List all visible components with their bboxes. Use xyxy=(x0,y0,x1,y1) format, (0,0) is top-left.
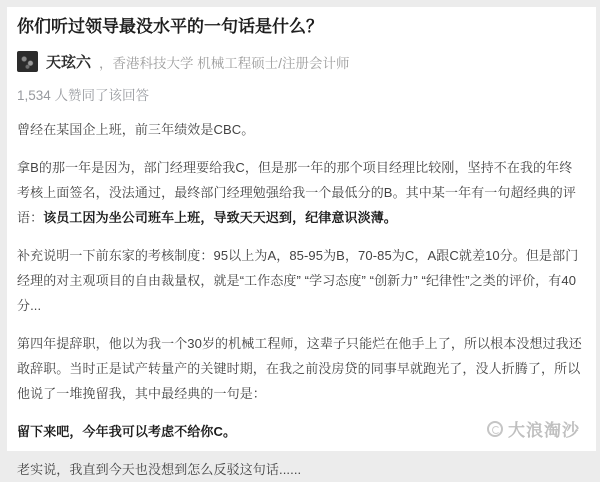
watermark xyxy=(487,416,580,441)
paragraph-text: 补充说明一下前东家的考核制度：95以上为A，85-95为B，70-85为C，A跟C就差10分。但是部门经理的对主观项目的自由裁量权，就是“工作态度” “学习态度” “创新力” “纪律性”之类的评价，有40分... xyxy=(17,248,579,313)
watermark-text: 大浪淘沙 xyxy=(508,421,580,440)
paragraph-bold-text: 留下来吧，今年我可以考虑不给你C。 xyxy=(17,424,237,439)
paragraph-text: 曾经在某国企上班，前三年绩效是CBC。 xyxy=(17,122,255,137)
answer-paragraph xyxy=(17,243,584,318)
author-name[interactable]: 天玹六 xyxy=(46,54,92,71)
paragraph-text: 第四年提辞职，他以为我一个30岁的机械工程师，这辈子只能烂在他手上了，所以根本没想过我还敢辞职。当时正是试产转量产的关键时期，在我之前没房贷的同事早就跑光了，没人折腾了，所以他说了一堆挽留我，其中最经典的一句是： xyxy=(17,336,582,401)
author-separator: ， xyxy=(99,55,113,71)
answer-paragraph xyxy=(17,117,584,142)
paragraph-bold-text: 该员工因为坐公司班车上班，导致天天迟到，纪律意识淡薄。 xyxy=(43,210,397,225)
author-credentials-text: 香港科技大学 机械工程硕士/注册会计师 xyxy=(112,55,350,71)
paragraph-text: 拿B的那一年是因为，部门经理要给我C，但是那一年的那个项目经理比较刚，坚持不在我的年终考核上面签名，没法通过，最终部门经理勉强给我一个最低分的B。其中某一年有一句超经典的评语： xyxy=(17,160,576,225)
paragraph-text: 老实说，我直到今天也没想到怎么反驳这句话...... xyxy=(17,462,302,477)
upvote-count: 1,534 人赞同了该回答 xyxy=(17,88,150,103)
author-avatar[interactable] xyxy=(17,51,38,72)
question-title[interactable]: 你们听过领导最没水平的一句话是什么？ xyxy=(17,17,323,36)
answer-paragraph xyxy=(17,457,584,482)
answer-paragraph xyxy=(17,155,584,230)
author-row xyxy=(17,51,584,72)
author-credentials xyxy=(99,52,350,72)
answer-paragraph xyxy=(17,331,584,406)
swirl-logo-icon xyxy=(487,421,503,437)
